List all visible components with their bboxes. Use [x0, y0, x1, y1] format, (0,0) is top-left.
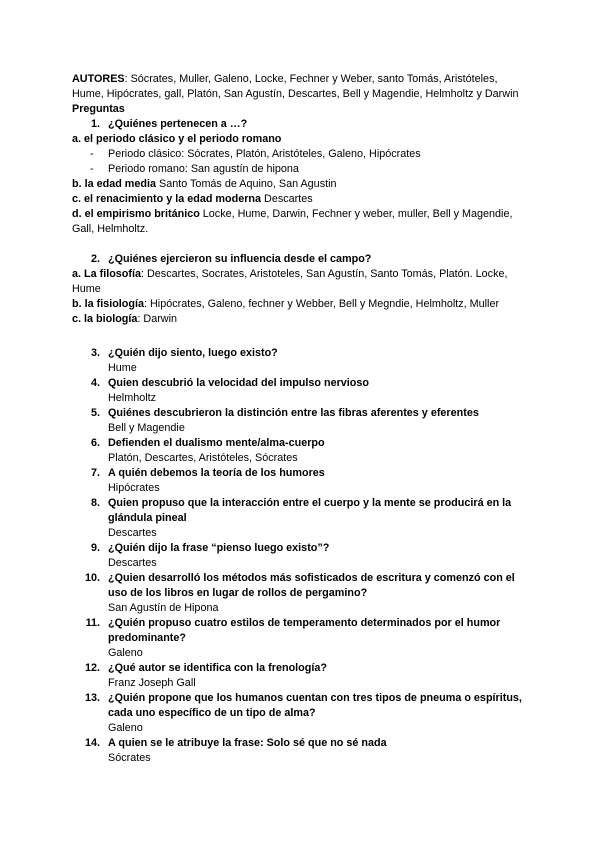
question-text: A quien se le atribuye la frase: Solo sé que no sé nada: [108, 737, 387, 749]
question-number: 6.: [90, 437, 100, 449]
question-number: 14.: [84, 737, 100, 749]
question-number: 9.: [90, 542, 100, 554]
question-number: 3.: [90, 347, 100, 359]
q2-a: [72, 267, 532, 297]
q1-a-item: [72, 147, 532, 162]
question-text: A quién debemos la teoría de los humores: [108, 467, 325, 479]
question-number: 12.: [84, 662, 100, 674]
answer-text: Hume: [108, 362, 137, 374]
question-text: ¿Quien desarrolló los métodos más sofisticados de escritura y comenzó con el uso de los libros en lugar de rollos de pergamino?: [108, 572, 515, 599]
question-text: Defienden el dualismo mente/alma-cuerpo: [108, 437, 325, 449]
preguntas-title: Preguntas: [72, 103, 125, 115]
q2-c: [72, 312, 532, 327]
q1-c-text: Descartes: [261, 193, 313, 205]
q1-b-label: b. la edad media: [72, 178, 157, 190]
autores-label: AUTORES: [72, 73, 125, 85]
question-text: ¿Quién dijo siento, luego existo?: [108, 347, 278, 359]
q1-b: [72, 177, 532, 192]
q2-c-text: : Darwin: [137, 313, 178, 325]
answer-text: Descartes: [108, 557, 157, 569]
question-item: [72, 691, 532, 736]
question-number: 11.: [85, 617, 100, 629]
question-text: ¿Quién dijo la frase “pienso luego existo”?: [108, 542, 330, 554]
question-number: 1.: [90, 118, 100, 130]
q1-a-label: a. el periodo clásico y el periodo romano: [72, 133, 282, 145]
autores-paragraph: [72, 72, 532, 102]
q2-a-label: a. La filosofía: [72, 268, 141, 280]
q2-a-text: : Descartes, Socrates, Aristoteles, San Agustín, Santo Tomás, Platón. Locke, Hume: [72, 268, 508, 295]
q1-d-label: d. el empirismo británico: [72, 208, 200, 220]
question-text: Quien descubrió la velocidad del impulso nervioso: [108, 377, 369, 389]
questions-list: [72, 346, 532, 766]
question-item: [72, 736, 532, 766]
q2-b-label: b. la fisiología: [72, 298, 144, 310]
q1-c: [72, 192, 532, 207]
question-text: ¿Quién propuso cuatro estilos de temperamento determinados por el humor predominante?: [108, 617, 501, 644]
question-number: 10.: [84, 572, 100, 584]
question-item: [72, 466, 532, 496]
q1-a-item: [72, 162, 532, 177]
question-item: [72, 346, 532, 376]
answer-text: Platón, Descartes, Aristóteles, Sócrates: [108, 452, 298, 464]
answer-text: San Agustín de Hipona: [108, 602, 219, 614]
q2-b: [72, 297, 532, 312]
answer-text: Galeno: [108, 722, 143, 734]
q2-b-text: : Hipócrates, Galeno, fechner y Webber, Bell y Megndie, Helmholtz, Muller: [144, 298, 500, 310]
q1-a-item-text: Periodo clásico: Sócrates, Platón, Aristóteles, Galeno, Hipócrates: [108, 148, 421, 160]
answer-text: Bell y Magendie: [108, 422, 185, 434]
question-number: 8.: [90, 497, 100, 509]
question-text: ¿Qué autor se identifica con la frenología?: [108, 662, 327, 674]
answer-text: Galeno: [108, 647, 143, 659]
question-2: [72, 252, 532, 267]
question-item: [72, 616, 532, 661]
q1-d: [72, 207, 532, 237]
question-text: Quien propuso que la interacción entre el cuerpo y la mente se producirá en la glándula pineal: [108, 497, 512, 524]
question-item: [72, 571, 532, 616]
answer-text: Sócrates: [108, 752, 151, 764]
document-page: [72, 72, 532, 766]
q2-c-label: c. la biología: [72, 313, 138, 325]
question-text: Quiénes descubrieron la distinción entre las fibras aferentes y eferentes: [108, 407, 479, 419]
question-number: 4.: [90, 377, 100, 389]
answer-text: Helmholtz: [108, 392, 157, 404]
question-item: [72, 436, 532, 466]
question-text: ¿Quién propone que los humanos cuentan con tres tipos de pneuma o espíritus, cada uno específico de un tipo de alma?: [108, 692, 522, 719]
answer-text: Descartes: [108, 527, 157, 539]
question-number: 5.: [90, 407, 100, 419]
question-number: 2.: [90, 253, 100, 265]
q1-b-text: Santo Tomás de Aquino, San Agustin: [156, 178, 337, 190]
question-number: 13.: [84, 692, 100, 704]
question-item: [72, 541, 532, 571]
dash-marker: -: [90, 148, 94, 160]
question-text: ¿Quiénes pertenecen a …?: [108, 118, 248, 130]
question-number: 7.: [90, 467, 100, 479]
q1-d-text: Locke, Hume, Darwin, Fechner y weber, muller, Bell y Magendie, Gall, Helmholtz.: [72, 208, 513, 235]
autores-text: : Sócrates, Muller, Galeno, Locke, Fechner y Weber, santo Tomás, Aristóteles, Hume, Hipócrates, gall, Platón, San Agustín, Descartes, Bell y Magendie, Helmholtz y Darwin: [72, 73, 519, 100]
q1-c-label: c. el renacimiento y la edad moderna: [72, 193, 262, 205]
question-1: [72, 117, 532, 132]
dash-marker: -: [90, 163, 94, 175]
question-item: [72, 661, 532, 691]
question-item: [72, 496, 532, 541]
question-item: [72, 406, 532, 436]
q1-a-item-text: Periodo romano: San agustín de hipona: [108, 163, 299, 175]
answer-text: Hipócrates: [108, 482, 160, 494]
question-text: ¿Quiénes ejercieron su influencia desde el campo?: [108, 253, 372, 265]
answer-text: Franz Joseph Gall: [108, 677, 196, 689]
question-item: [72, 376, 532, 406]
